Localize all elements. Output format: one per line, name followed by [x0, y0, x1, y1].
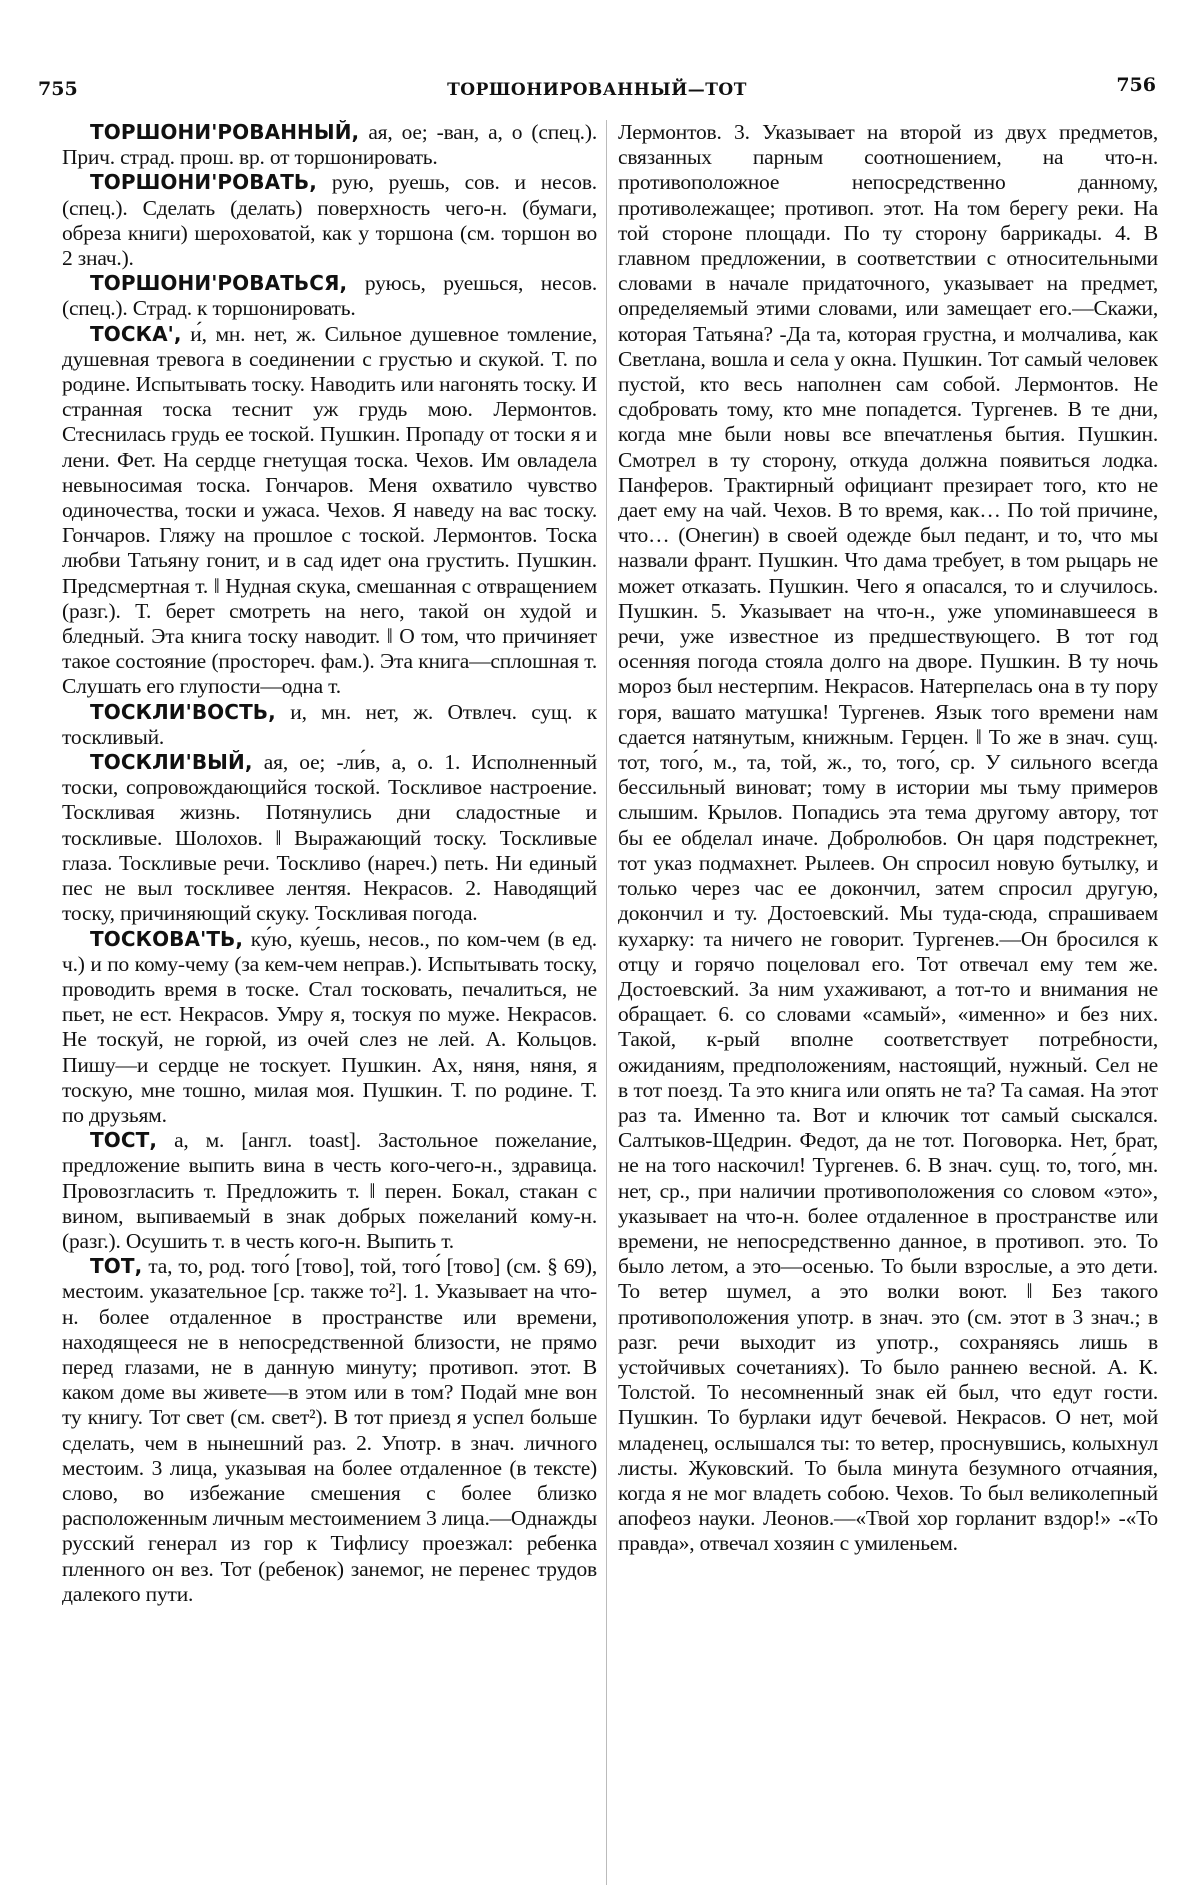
headword: ТОРШОНИ'РОВАТЬСЯ, [90, 271, 348, 296]
headword: ТОСКОВА'ТЬ, [90, 926, 244, 951]
entry-text: ку́ю, ку́ешь, несов., по ком-чем (в ед. ч.) и по кому-чему (за кем-чем неправ.). Испытывать тоску, проводить время в тоске. Стал тосковать, печалиться, не пьет, не ест. Некрасов. Умру я, тоскуя по муже. Некрасов. Не тоскуй, не горюй, из очей слез не лей. А. Кольцов. Пишу—и сердце не тоскует. Пушкин. Ах, няня, няня, я тоскую, мне тошно, милая моя. Пушкин. Т. по родине. Т. по друзьям. [62, 926, 597, 1127]
running-head: ТОРШОНИРОВАННЫЙ—ТОТ [447, 80, 747, 100]
entry-text: рую, руешь, сов. и несов. (спец.). Сделать (делать) поверхность чего-н. (бумаги, обреза книги) шероховатой, как у торшона (см. торшон во 2 знач.). [62, 170, 597, 271]
entry [62, 700, 597, 750]
entry-text: Лермонтов. 3. Указывает на второй из двух предметов, связанных парным соотношением, на что-н. противоположное непосредственно данному, противолежащее; противоп. этот. На том берегу реки. На той стороне площади. По ту сторону баррикады. 4. В главном предложении, в соответствии с относительными словами в начале придаточного, указывает на предмет, определяемый этими словами, или замещает его.—Скажи, которая Татьяна? -Да та, которая грустна, и молчалива, как Светлана, вошла и села у окна. Пушкин. Тот самый человек пустой, кто весь наполнен сам собой. Лермонтов. Не сдобровать тому, кто мне попадется. Тургенев. В те дни, когда мне были новы все впечатленья бытия. Пушкин. Смотрел в ту сторону, откуда должна появиться лодка. Панферов. Трактирный официант презирает того, кто не дает ему на чай. Чехов. В то время, как… По той причине, что… (Онегин) в своей одежде был педант, и то, что мы назвали франт. Пушкин. Что дама требует, в том рыцарь не может отказать. Пушкин. Чего я опасался, то и случилось. Пушкин. 5. Указывает на что-н., уже упоминавшееся в речи, уже известное из предшествующего. В тот год осенняя погода стояла долго на дворе. Пушкин. В ту ночь мороз был нестерпим. Некрасов. Натерпелась она в ту пору горя, вашато матушка! Тургенев. Язык того времени нам сдается натянутым, книжным. Герцен. ‖ То же в знач. сущ. тот, того́, м., та, той, ж., то, того́, ср. У сильного всегда бессильный виноват; тому в истории мы тьму примеров слышим. Крылов. Попадись эта тема другому автору, тот бы ее обделал иначе. Добролюбов. Он царя подстрекнет, тот указ подмахнет. Рылеев. Он спросил новую бутылку, и только через час ее докончил, затем спросил другую, докончил и ту. Достоевский. Мы туда-сюда, спрашиваем кухарку: та ничего не говорит. Тургенев.—Он бросился к отцу и горячо поцеловал его. Тот отвечал ему тем же. Достоевский. За ним ухаживают, а тот-то и внимания не обращает. 6. со словами «самый», «именно» и без них. Такой, к-рый вполне соответствует потребности, ожиданиям, предположениям, настоящий, нужный. Сел не в тот поезд. Та это книга или опять не та? Та самая. На этот раз та. Именно та. Вот и ключик тот самый сыскался. Салтыков-Щедрин. Федот, да не тот. Поговорка. Нет, брат, не на того наскочил! Тургенев. 6. В знач. сущ. то, того́, мн. нет, ср., при наличии противоположения со словом «это», указывает на что-н. более отдаленное в пространстве или времени, не непосредственно данное, в противоп. это. То было летом, а это—осенью. То были взрослые, а это дети. То ветер шумел, а это волки воют. ‖ Без такого противоположения употр. в знач. это (см. этот в 3 знач.; в разг. речи выходит из употр., сохраняясь лишь в устойчивых сочетаниях). То было раннею весной. А. К. Толстой. То несомненный знак ей был, что едут гости. Пушкин. То бурлаки идут бечевой. Некрасов. О нет, мой младенец, ослышался ты: то ветер, проснувшись, колыхнул листы. Жуковский. То была минута безумного отчаяния, когда я не мог владеть собою. Чехов. То был великолепный апофеоз науки. Леонов.—«Твой хор горланит вздор!» -«То правда», отвечал хозяин с умиленьем. [618, 120, 1158, 1556]
headword: ТОТ, [90, 1254, 143, 1279]
page-number-left: 755 [38, 78, 78, 100]
headword: ТОСКЛИ'ВОСТЬ, [90, 699, 276, 724]
entry [62, 322, 597, 700]
column-divider [606, 120, 607, 1885]
entry-text: ая, ое; -ван, а, о (спец.). Прич. страд. прош. вр. от торшонировать. [62, 120, 597, 170]
entry [62, 927, 597, 1129]
headword: ТОРШОНИ'РОВАННЫЙ, [90, 120, 360, 144]
entry-text: а, м. [англ. toast]. Застольное пожелание, предложение выпить вина в честь кого-чего-н., здравица. Провозгласить т. Предложить т. ‖ перен. Бокал, стакан с вином, выпиваемый в знак добрых пожеланий кому-н. (разг.). Осушить т. в честь кого-н. Выпить т. [62, 1128, 597, 1253]
entry-text: ая, ое; -ли́в, а, о. 1. Исполненный тоски, сопровождающийся тоской. Тоскливое настроение. Тоскливая жизнь. Потянулись дни сладостные и тоскливые. Шолохов. ‖ Выражающий тоску. Тоскливые глаза. Тоскливые речи. Тоскливо (нареч.) петь. Ни единый пес не выл тоскливее лентяя. Некрасов. 2. Наводящий тоску, причиняющий скуку. Тоскливая погода. [62, 750, 597, 926]
entry-text: руюсь, руешься, несов. (спец.). Страд. к торшонировать. [62, 271, 597, 321]
entry [62, 750, 597, 926]
entry [62, 271, 597, 321]
entry-text: и́, мн. нет, ж. Сильное душевное томление, душевная тревога в соединении с грустью и скукой. Т. по родине. Испытывать тоску. Наводить или нагонять тоску. И странная тоска теснит уж грудь мою. Лермонтов. Стеснилась грудь ее тоской. Пушкин. Пропаду от тоски я и лени. Фет. На сердце гнетущая тоска. Чехов. Им овладела невыносимая тоска. Гончаров. Меня охватило чувство одиночества, тоски и ужаса. Чехов. Я наведу на вас тоску. Гончаров. Гляжу на прошлое с тоской. Лермонтов. Тоска любви Татьяну гонит, и в сад идет она грустить. Пушкин. Предсмертная т. ‖ Нудная скука, смешанная с отвращением (разг.). Т. берет смотреть на него, такой он худой и бледный. Эта книга тоску наводит. ‖ О том, что причиняет такое состояние (простореч. фам.). Эта книга—сплошная т. Слушать его глупости—одна т. [62, 321, 597, 699]
entry [62, 1254, 597, 1607]
entry-text: и, мн. нет, ж. Отвлеч. сущ. к тоскливый. [62, 699, 597, 749]
right-column [618, 120, 1158, 1885]
entry-continuation [618, 120, 1158, 1557]
headword: ТОСТ, [90, 1128, 158, 1153]
left-column [62, 120, 597, 1885]
headword: ТОРШОНИ'РОВАТЬ, [90, 170, 317, 195]
page-header [38, 72, 1156, 112]
entry [62, 170, 597, 271]
entry [62, 120, 597, 170]
entry [62, 1128, 597, 1254]
headword: ТОСКЛИ'ВЫЙ, [90, 750, 253, 775]
headword: ТОСКА', [90, 321, 182, 346]
entry-text: та, то, род. того́ [тово], той, того́ [тово] (см. § 69), местоим. указательное [ср. также то²]. 1. Указывает на что-н. более отдаленное в пространстве или времени, находящееся не в непосредственной близости, не прямо перед глазами, не в данную минуту; противоп. этот. В каком доме вы живете—в этом или в том? Подай мне вон ту книгу. Тот свет (см. свет²). В тот приезд я успел больше сделать, чем в нынешний раз. 2. Употр. в знач. личного местоим. 3 лица, указывая на более отдаленное (в тексте) слово, во избежание смешения с более близко расположенным личным местоимением 3 лица.—Однажды русский генерал из гор к Тифлису проезжал: ребенка пленного он вез. Тот (ребенок) занемог, не перенес трудов далекого пути. [62, 1254, 597, 1606]
page-number-right: 756 [1116, 74, 1156, 96]
